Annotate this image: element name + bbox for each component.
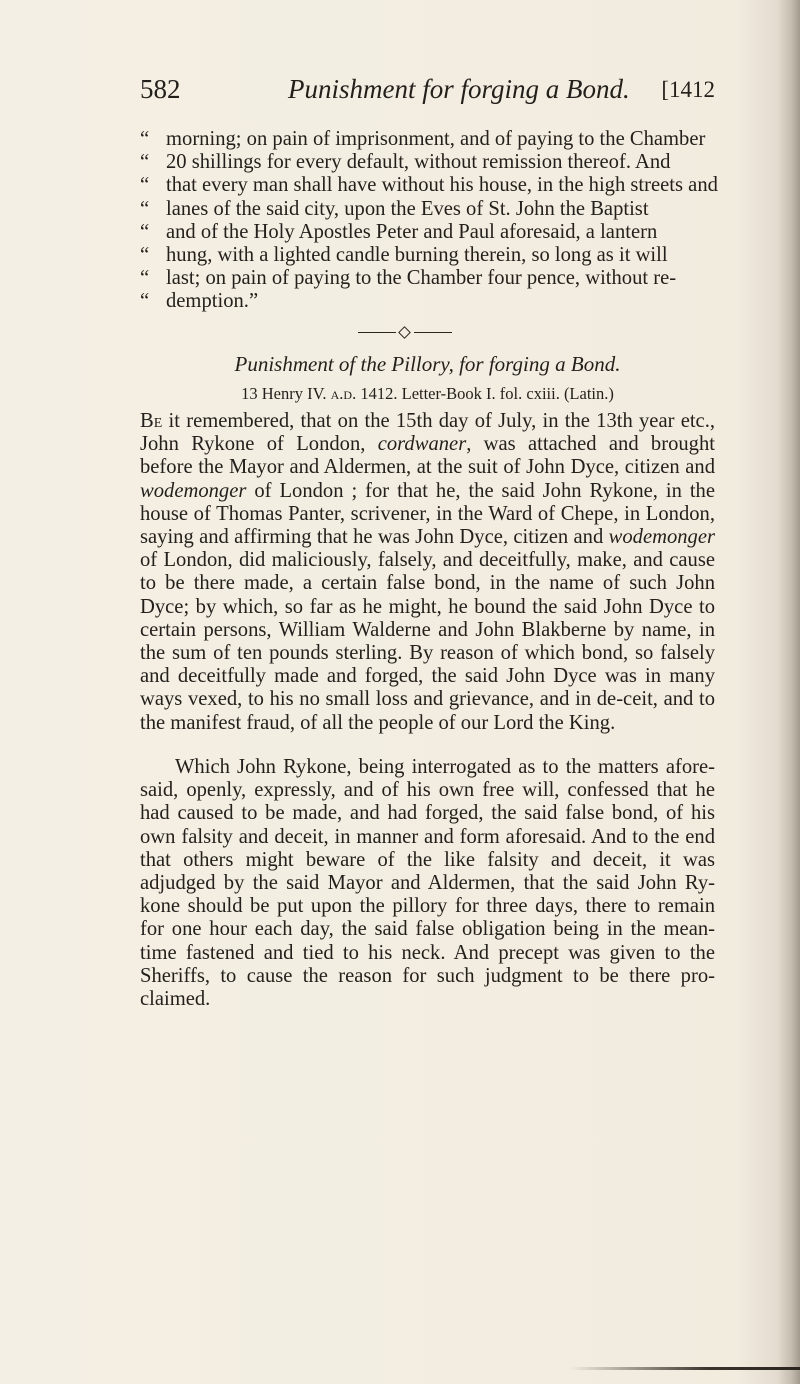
quote-line [140, 267, 715, 290]
divider-rule-right [414, 332, 452, 333]
quote-mark: “ [140, 220, 150, 243]
running-title: Punishment for forging a Bond. [288, 74, 630, 104]
quote-line [140, 151, 715, 174]
quote-line-text: and of the Holy Apostles Peter and Paul aforesaid, a lantern [166, 220, 658, 243]
quote-line-text: morning; on pain of imprisonment, and of paying to the Chamber [166, 128, 706, 150]
quote-line-text: 20 shillings for every default, without remission thereof. And [166, 151, 671, 174]
page-number: 582 [140, 74, 181, 104]
paragraph-text: of London, did maliciously, falsely, and deceitfully, make, and cause to be there made, a certain false bond, in the name of such John Dyce; by which, so far as he might, he bound the said John Dyce to certain persons, William Walderne and John Blakberne by name, in the sum of ten pounds sterling. By reason of which bond, so falsely and deceitfully made and forged, the said John Dyce was in many ways vexed, to his no small loss and grievance, and in de-ceit, and to the manifest fraud, of all the people of our Lord the King. [140, 549, 715, 734]
quote-line [140, 221, 715, 244]
paragraph-text: it remembered, that on the 15th day of July, in the 13th year etc., John Rykone of London, [140, 410, 715, 456]
page-header [140, 74, 715, 114]
quote-line [140, 290, 715, 313]
quote-line [140, 128, 715, 151]
quoted-passage [140, 128, 718, 314]
quote-mark: “ [140, 197, 150, 220]
quote-mark: “ [140, 290, 150, 313]
quote-mark: “ [140, 174, 150, 197]
page-bottom-rule [570, 1367, 800, 1370]
quote-line [140, 174, 718, 197]
paragraph-lead-word: Be [140, 410, 163, 432]
quote-line-text: demption.” [166, 290, 259, 313]
page-edge-shadow [778, 0, 800, 1384]
citation-era: a.d. [330, 384, 357, 403]
quote-mark: “ [140, 151, 150, 174]
paragraph-2: Which John Rykone, being interrogated as to the matters afore-said, openly, expressly, and of his own free will, confessed that he had caused to be made, and had forged, the said false bond, of his own falsity and deceit, in manner and form aforesaid. And to the end that others might beware of the like falsity and deceit, it was adjudged by the said Mayor and Aldermen, that the said John Ry-kone should be put upon the pillory for three days, there to remain for one hour each day, the said false obligation being in the mean-time fastened and tied to his neck. And precept was given to the Sheriffs, to cause the reason for such judgment to be there pro-claimed. [140, 756, 715, 1011]
quote-mark: “ [140, 243, 150, 266]
header-year: [1412 [661, 77, 715, 102]
quote-line-text: lanes of the said city, upon the Eves of St. John the Baptist [166, 197, 649, 220]
quote-line-text: that every man shall have without his house, in the high streets and [166, 174, 718, 197]
paragraph-text: of London ; for that he, the said John Rykone, in the house of Thomas Panter, scrivener, in the Ward of Chepe, in London, saying and affirming that he was John Dyce, citizen and [140, 479, 715, 549]
diamond-ornament-icon [398, 326, 411, 339]
section-citation [140, 384, 715, 404]
section-title: Punishment of the Pillory, for forging a Bond. [234, 352, 621, 376]
quote-line-text: last; on pain of paying to the Chamber four pence, without re- [166, 267, 677, 290]
section-divider [358, 326, 452, 340]
quote-mark: “ [140, 267, 150, 290]
paragraph-text: , was attached and brought before the Mayor and Aldermen, at the suit of John Dyce, citizen and [140, 433, 715, 479]
paragraph-1 [140, 410, 715, 735]
quote-line [140, 244, 715, 267]
citation-regnal-year: 13 Henry IV. [241, 384, 327, 403]
quote-line [140, 198, 715, 221]
citation-source: 1412. Letter-Book I. fol. cxiii. (Latin.) [360, 384, 614, 403]
quote-mark: “ [140, 128, 150, 150]
divider-rule-left [358, 332, 396, 333]
italic-term: wodemonger [608, 526, 715, 549]
quote-line-text: hung, with a lighted candle burning therein, so long as it will [166, 243, 668, 266]
italic-term: cordwaner [377, 433, 467, 456]
italic-term: wodemonger [140, 479, 247, 502]
